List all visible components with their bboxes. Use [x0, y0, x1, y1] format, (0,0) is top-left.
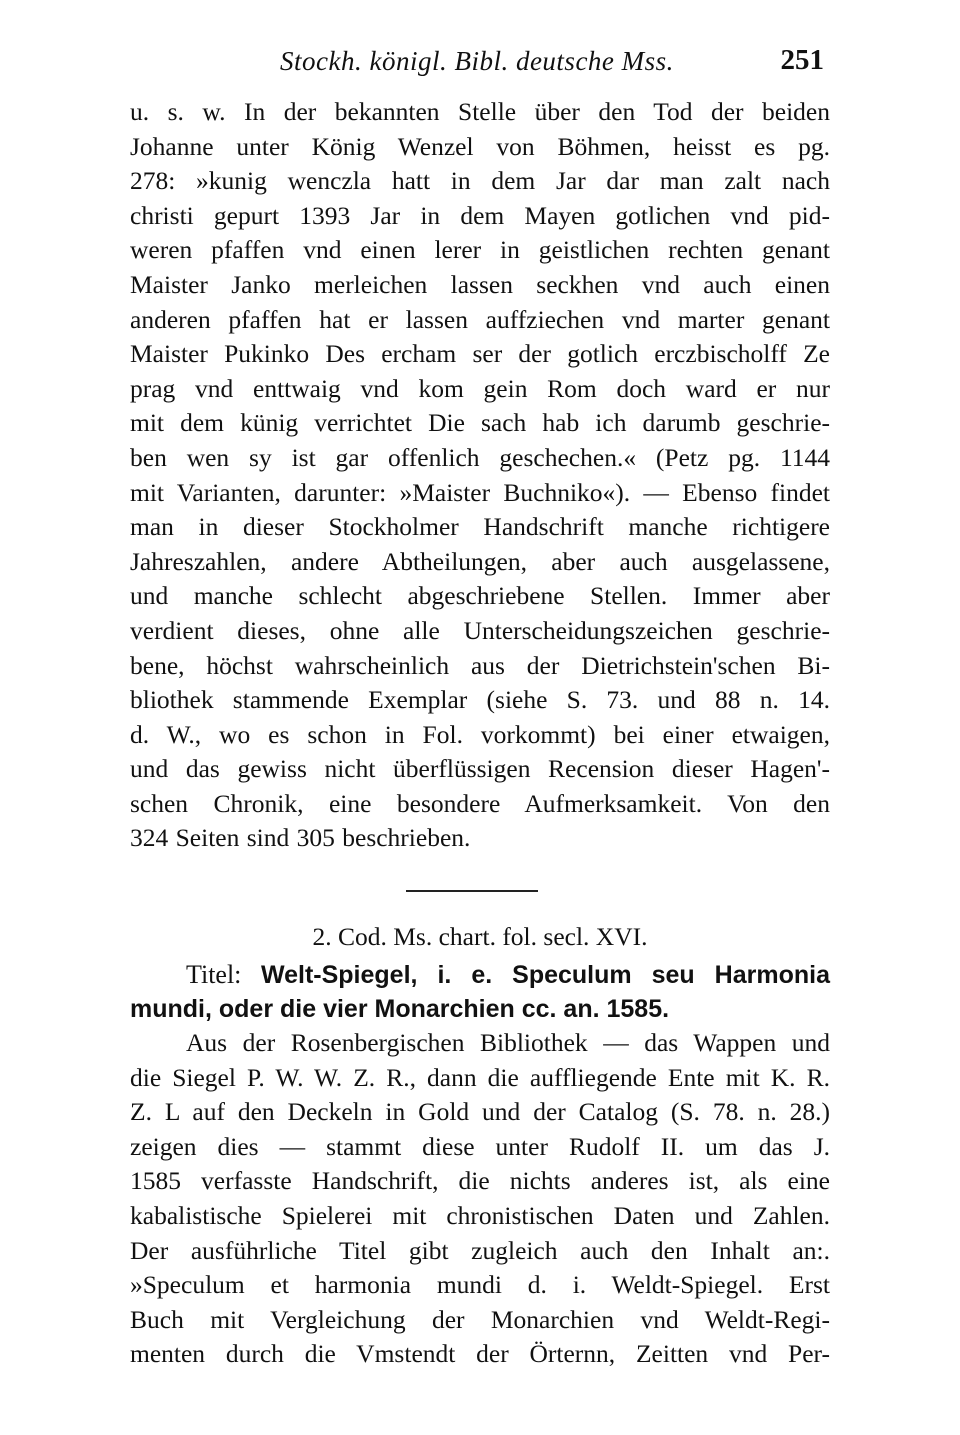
text-line: christi gepurt 1393 Jar in dem Mayen gotlichen vnd pid-	[130, 200, 830, 230]
text-line: 278: »kunig wenczla hatt in dem Jar dar man zalt nach	[130, 166, 830, 196]
title-line-2: mundi, oder die vier Monarchien cc. an. 1585.	[130, 995, 670, 1024]
text-line: bene, höchst wahrscheinlich aus der Dietrichstein'schen Bi-	[130, 650, 830, 680]
text-line: Der ausführliche Titel gibt zugleich auch den Inhalt an:.	[130, 1235, 830, 1265]
paragraph-2	[130, 1026, 830, 1372]
section-divider	[406, 890, 538, 892]
text-line: Buch mit Vergleichung der Monarchien vnd Weldt-Regi-	[130, 1304, 830, 1334]
title-line-1	[130, 958, 830, 992]
text-line: Aus der Rosenbergischen Bibliothek — das Wappen und	[186, 1028, 830, 1058]
text-line: die Siegel P. W. W. Z. R., dann die auffliegende Ente mit K. R.	[130, 1062, 830, 1092]
text-line: mit dem künig verrichtet Die sach hab ich darumb geschrie-	[130, 408, 830, 438]
paragraph-1	[130, 95, 830, 856]
text-line: und das gewiss nicht überflüssigen Recension dieser Hagen'-	[130, 754, 830, 784]
text-line: menten durch die Vmstendt der Örternn, Zeitten vnd Per-	[130, 1339, 830, 1369]
text-line: Maister Pukinko Des ercham ser der gotlich erczbischolff Ze	[130, 339, 830, 369]
text-line: »Speculum et harmonia mundi d. i. Weldt-Spiegel. Erst	[130, 1270, 830, 1300]
text-line: prag vnd enttwaig vnd kom gein Rom doch ward er nur	[130, 373, 830, 403]
entry-heading: 2. Cod. Ms. chart. fol. secl. XVI.	[312, 922, 648, 952]
text-line: Z. L auf den Deckeln in Gold und der Catalog (S. 78. n. 28.)	[130, 1097, 830, 1127]
text-line: 1585 verfasste Handschrift, die nichts anderes ist, als eine	[130, 1166, 830, 1196]
text-line: 324 Seiten sind 305 beschrieben.	[130, 823, 471, 853]
text-line: d. W., wo es schon in Fol. vorkommt) bei einer etwaigen,	[130, 719, 830, 749]
text-line: und manche schlecht abgeschriebene Stellen. Immer aber	[130, 581, 830, 611]
text-line: Maister Janko merleichen lassen seckhen vnd auch einen	[130, 269, 830, 299]
title-text: Welt-Spiegel, i. e. Speculum seu Harmonia	[260, 961, 830, 990]
text-line: zeigen dies — stammt diese unter Rudolf II. um das J.	[130, 1131, 830, 1161]
text-line: u. s. w. In der bekannten Stelle über den Tod der beiden	[130, 97, 830, 126]
page-number: 251	[780, 44, 824, 76]
running-title: Stockh. königl. Bibl. deutsche Mss.	[280, 46, 674, 76]
running-head	[130, 40, 830, 88]
book-page	[130, 40, 830, 1372]
text-line: mit Varianten, darunter: »Maister Buchniko«). — Ebenso findet	[130, 477, 830, 507]
text-line: verdient dieses, ohne alle Unterscheidungszeichen geschrie-	[130, 615, 830, 645]
title-label: Titel:	[186, 960, 242, 990]
entry-title	[130, 958, 830, 1026]
text-line: man in dieser Stockholmer Handschrift manche richtigere	[130, 512, 830, 542]
text-line: ben wen sy ist gar offenlich geschechen.« (Petz pg. 1144	[130, 442, 830, 472]
text-line: weren pfaffen vnd einen lerer in geistlichen rechten genant	[130, 235, 830, 265]
text-line: Johanne unter König Wenzel von Böhmen, heisst es pg.	[130, 131, 830, 161]
text-line: kabalistische Spielerei mit chronistischen Daten und Zahlen.	[130, 1201, 830, 1231]
text-line: schen Chronik, eine besondere Aufmerksamkeit. Von den	[130, 788, 830, 818]
text-line: bliothek stammende Exemplar (siehe S. 73. und 88 n. 14.	[130, 685, 830, 715]
text-line: Jahreszahlen, andere Abtheilungen, aber auch ausgelassene,	[130, 546, 830, 576]
text-line: anderen pfaffen hat er lassen auffziechen vnd marter genant	[130, 304, 830, 334]
